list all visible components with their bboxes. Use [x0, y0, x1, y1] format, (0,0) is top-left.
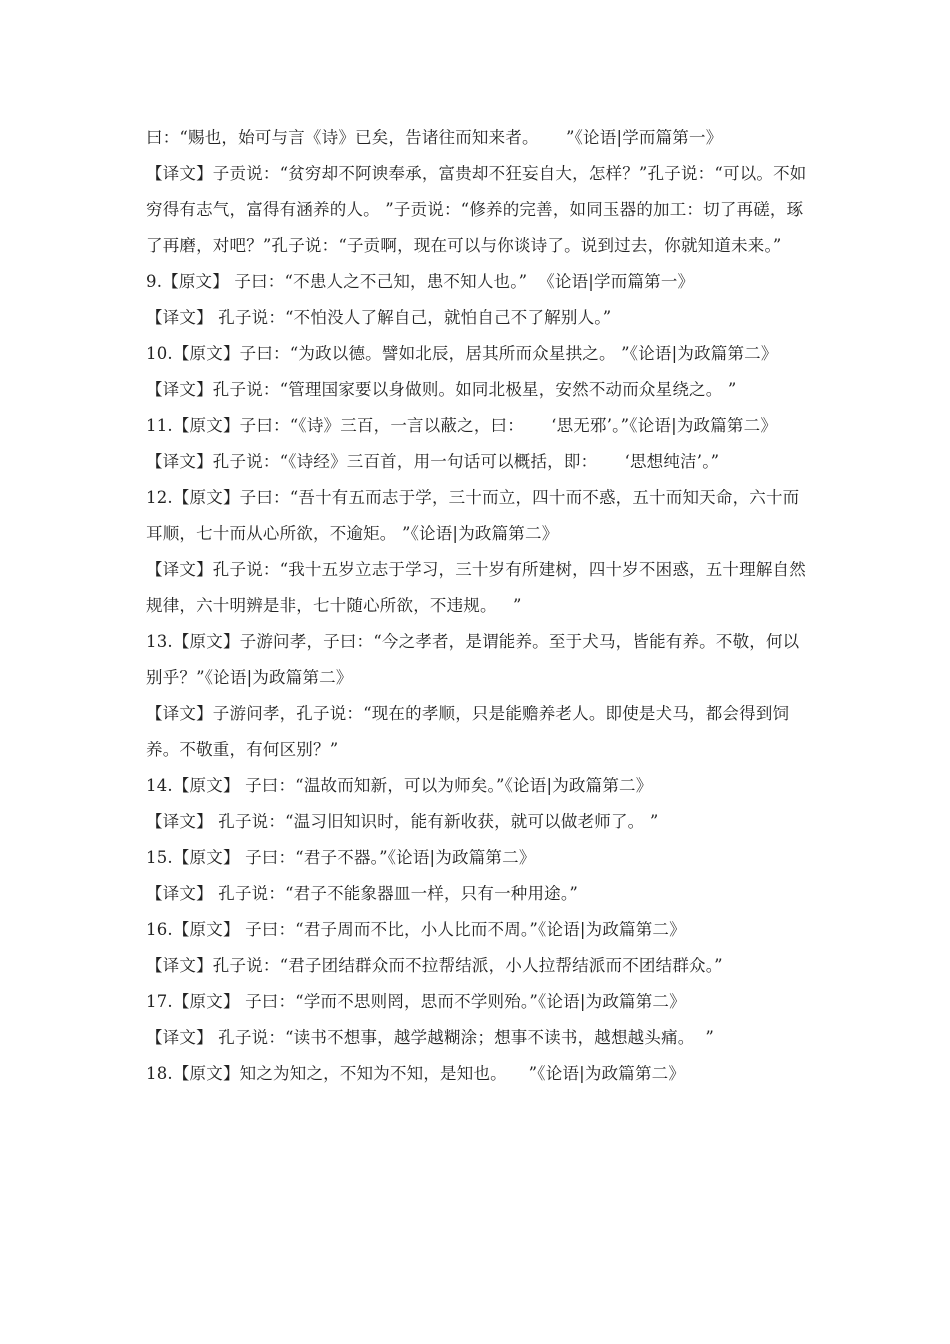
paragraph: 【译文】 孔子说：“读书不想事，越学越糊涂；想事不读书，越想越头痛。 ”: [146, 1028, 715, 1047]
paragraph: 【译文】孔子说：“我十五岁立志于学习，三十岁有所建树，四十岁不困惑，五十理解自然规律，六十明辨是非，七十随心所欲，不违规。 ”: [146, 560, 806, 615]
paragraph: 17.【原文】 子曰：“学而不思则罔，思而不学则殆。”《论语|为政篇第二》: [146, 992, 686, 1011]
paragraph: 18.【原文】知之为知之，不知为不知，是知也。 ”《论语|为政篇第二》: [146, 1064, 686, 1083]
paragraph: 【译文】子游问孝，孔子说：“现在的孝顺，只是能赡养老人。即使是犬马，都会得到饲养。不敬重，有何区别？”: [146, 704, 790, 759]
paragraph: 【译文】 孔子说：“君子不能象器皿一样，只有一种用途。”: [146, 884, 578, 903]
text-body: [146, 120, 808, 1092]
paragraph: 14.【原文】 子曰：“温故而知新，可以为师矣。”《论语|为政篇第二》: [146, 776, 653, 795]
paragraph: 11.【原文】子曰：“《诗》三百，一言以蔽之，曰： ‘思无邪’。”《论语|为政篇第二》: [146, 416, 778, 435]
paragraph: 10.【原文】子曰：“为政以德。譬如北辰，居其所而众星拱之。 ”《论语|为政篇第二》: [146, 344, 778, 363]
paragraph: 12.【原文】子曰：“吾十有五而志于学，三十而立，四十而不惑，五十而知天命，六十而耳顺，七十而从心所欲，不逾矩。 ”《论语|为政篇第二》: [146, 488, 800, 543]
paragraph: 16.【原文】 子曰：“君子周而不比，小人比而不周。”《论语|为政篇第二》: [146, 920, 686, 939]
paragraph: 【译文】孔子说：“管理国家要以身做则。如同北极星，安然不动而众星绕之。 ”: [146, 380, 737, 399]
paragraph: 曰：“赐也，始可与言《诗》已矣，告诸往而知来者。 ”《论语|学而篇第一》: [146, 128, 723, 147]
paragraph: 【译文】 孔子说：“温习旧知识时，能有新收获，就可以做老师了。 ”: [146, 812, 659, 831]
paragraph: 【译文】子贡说：“贫穷却不阿谀奉承，富贵却不狂妄自大，怎样？”孔子说：“可以。不如穷得有志气，富得有涵养的人。 ”子贡说：“修养的完善，如同玉器的加工：切了再磋，琢了再磨，对吧？”孔子说：“子贡啊，现在可以与你谈诗了。说到过去，你就知道未来。”: [146, 164, 807, 255]
paragraph: 【译文】孔子说：“君子团结群众而不拉帮结派，小人拉帮结派而不团结群众。”: [146, 956, 723, 975]
paragraph: 9.【原文】 子曰：“不患人之不己知，患不知人也。” 《论语|学而篇第一》: [146, 272, 695, 291]
paragraph: 13.【原文】子游问孝，子曰：“今之孝者，是谓能养。至于犬马，皆能有养。不敬，何以别乎？”《论语|为政篇第二》: [146, 632, 800, 687]
paragraph: 【译文】 孔子说：“不怕没人了解自己，就怕自己不了解别人。”: [146, 308, 612, 327]
paragraph: 15.【原文】 子曰：“君子不器。”《论语|为政篇第二》: [146, 848, 536, 867]
paragraph: 【译文】孔子说：“《诗经》三百首，用一句话可以概括，即： ‘思想纯洁’。”: [146, 452, 720, 471]
